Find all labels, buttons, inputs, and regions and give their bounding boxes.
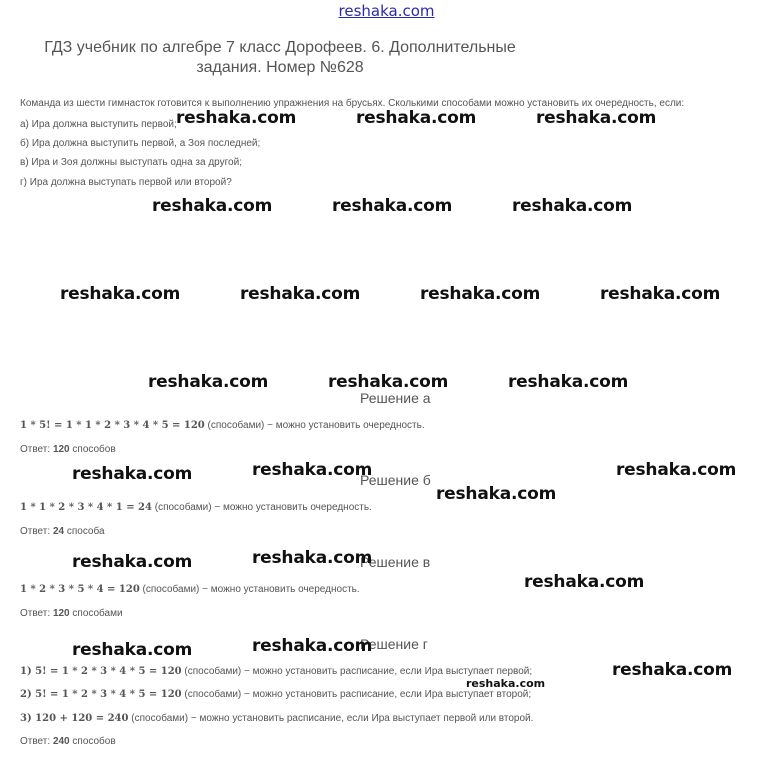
solution-b-formula-line (20, 502, 372, 513)
answer-unit: способами (69, 608, 123, 619)
answer-value: 240 (52, 736, 70, 747)
solution-g-line-3 (20, 713, 533, 724)
solution-a-formula-text: (способами) − можно установить очередность. (204, 420, 425, 431)
solution-b-answer (20, 526, 105, 537)
watermark: reshaka.com (72, 552, 193, 572)
watermark: reshaka.com (72, 640, 193, 660)
problem-intro: Команда из шести гимнасток готовится к выполнению упражнения на брусьях. Сколькими способами можно установить их очередность, если: (20, 98, 685, 109)
solution-b-formula-text: (способами) − можно установить очередность. (151, 502, 372, 513)
solution-v-answer (20, 608, 123, 619)
answer-label: Ответ: (20, 608, 53, 619)
solution-a-formula-line (20, 420, 425, 431)
solution-g-text-3: (способами) − можно установить расписание, если Ира выступает первой или второй. (128, 713, 534, 724)
watermark: reshaka.com (512, 196, 633, 216)
solution-g-text-2: (способами) − можно установить расписание, если Ира выступает второй; (181, 689, 532, 700)
solution-g-heading: Решение г (360, 636, 428, 652)
answer-unit: способов (69, 736, 116, 747)
problem-item-b: б) Ира должна выступить первой, а Зоя последней; (20, 138, 261, 149)
solution-v-formula-line (20, 584, 360, 595)
watermark: reshaka.com (252, 460, 373, 480)
solution-a-heading: Решение а (360, 390, 431, 406)
answer-value: 120 (52, 444, 70, 455)
page-title: ГДЗ учебник по алгебре 7 класс Дорофеев. 6. Дополнительные задания. Номер №628 (44, 39, 516, 76)
watermark: reshaka.com (420, 284, 541, 304)
watermark: reshaka.com (252, 548, 373, 568)
watermark: reshaka.com (616, 460, 737, 480)
problem-item-a: а) Ира должна выступить первой; (20, 119, 177, 130)
solution-v-heading: Решение в (360, 554, 431, 570)
solution-g-formula-1: 1) 5! = 1 * 2 * 3 * 4 * 5 = 120 (20, 666, 182, 677)
solution-a-answer (20, 444, 116, 455)
site-link[interactable]: reshaka.com (338, 2, 435, 20)
watermark: reshaka.com (152, 196, 273, 216)
solution-g-formula-3: 3) 120 + 120 = 240 (20, 713, 129, 724)
watermark: reshaka.com (508, 372, 629, 392)
watermark: reshaka.com (252, 636, 373, 656)
watermark: reshaka.com (436, 484, 557, 504)
problem-item-v: в) Ира и Зоя должны выступать одна за другой; (20, 157, 242, 168)
solution-v-formula-text: (способами) − можно установить очередность. (139, 584, 360, 595)
solution-a-formula: 1 * 5! = 1 * 1 * 2 * 3 * 4 * 5 = 120 (20, 420, 205, 431)
solution-b-heading: Решение б (360, 472, 431, 488)
solution-g-answer (20, 736, 116, 747)
solution-g-line-1 (20, 666, 532, 677)
watermark: reshaka.com (356, 108, 477, 128)
solution-g-text-1: (способами) − можно установить расписание, если Ира выступает первой; (181, 666, 533, 677)
watermark: reshaka.com (176, 108, 297, 128)
answer-label: Ответ: (20, 526, 53, 537)
answer-value: 24 (52, 526, 65, 537)
solution-b-formula: 1 * 1 * 2 * 3 * 4 * 1 = 24 (20, 502, 152, 513)
solution-g-formula-2: 2) 5! = 1 * 2 * 3 * 4 * 5 = 120 (20, 689, 182, 700)
answer-unit: способа (64, 526, 105, 537)
answer-label: Ответ: (20, 736, 53, 747)
watermark: reshaka.com (600, 284, 721, 304)
answer-value: 120 (52, 608, 70, 619)
watermark: reshaka.com (72, 464, 193, 484)
watermark: reshaka.com (148, 372, 269, 392)
watermark: reshaka.com (536, 108, 657, 128)
watermark: reshaka.com (524, 572, 645, 592)
watermark: reshaka.com (612, 660, 733, 680)
watermark: reshaka.com (328, 372, 449, 392)
solution-g-line-2 (20, 689, 531, 700)
answer-unit: способов (69, 444, 116, 455)
answer-label: Ответ: (20, 444, 53, 455)
watermark: reshaka.com (60, 284, 181, 304)
watermark: reshaka.com (332, 196, 453, 216)
solution-v-formula: 1 * 2 * 3 * 5 * 4 = 120 (20, 584, 140, 595)
watermark: reshaka.com (240, 284, 361, 304)
problem-item-g: г) Ира должна выступать первой или второй? (20, 177, 232, 188)
watermark: reshaka.com (466, 677, 546, 690)
